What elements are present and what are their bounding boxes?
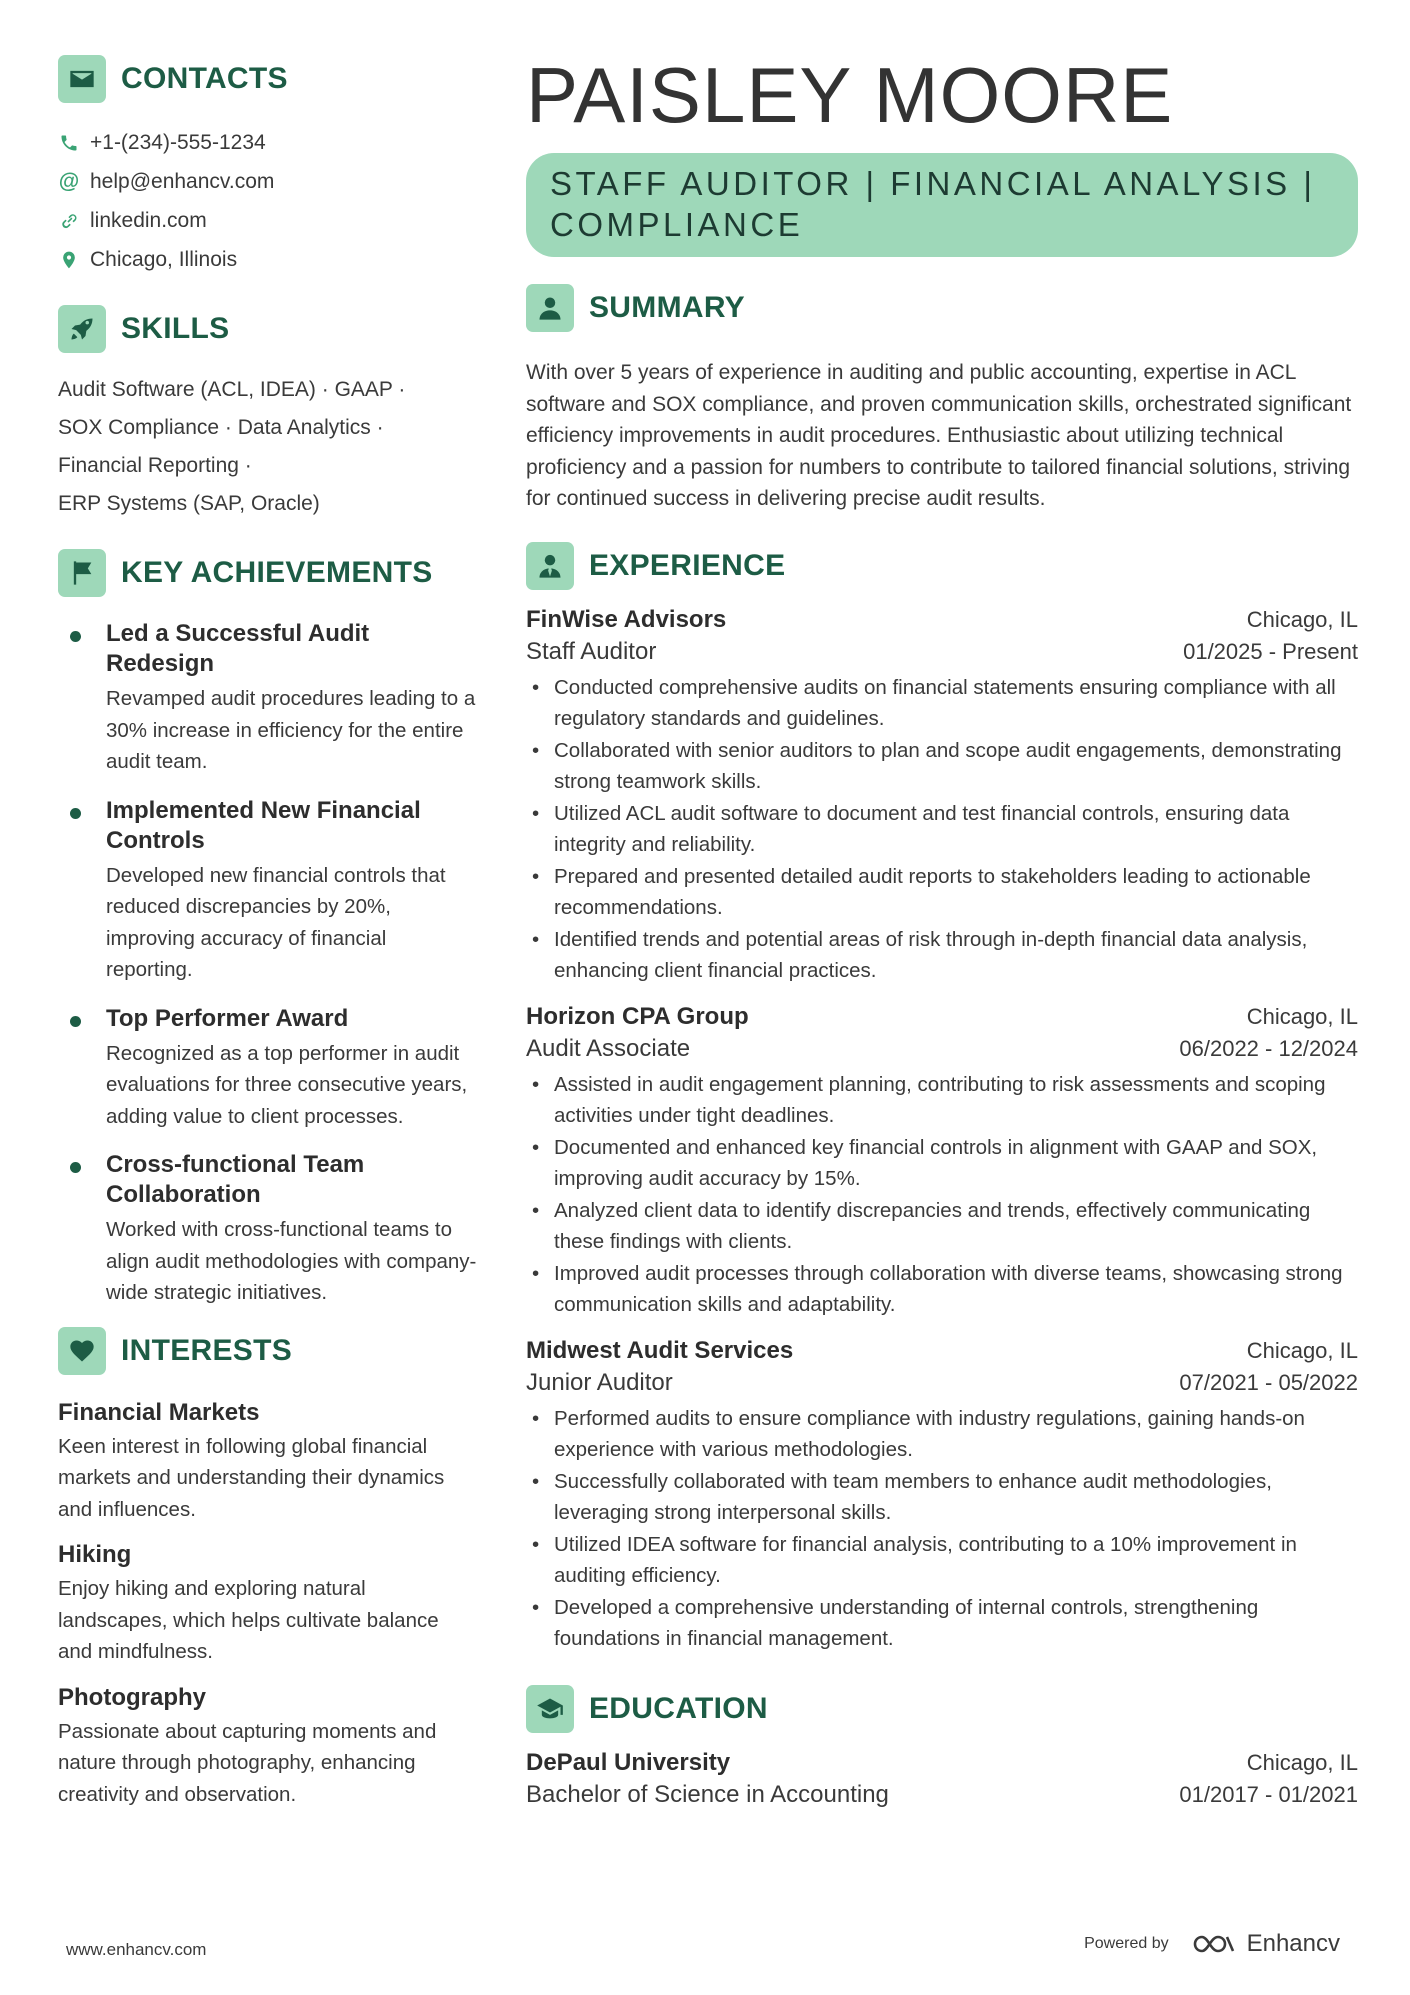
job-bullets — [526, 1069, 1358, 1321]
linkedin-text: linkedin.com — [90, 208, 207, 232]
job-location: Chicago, IL — [1246, 1337, 1358, 1363]
achievement-desc: Worked with cross-functional teams to align audit methodologies with company-wide strategic initiatives. — [106, 1218, 477, 1304]
skills-list — [58, 371, 478, 523]
job-dates: 06/2022 - 12/2024 — [1179, 1035, 1358, 1061]
company-name: Midwest Audit Services — [526, 1336, 794, 1364]
achievement-item — [58, 796, 478, 986]
section-title-experience: EXPERIENCE — [589, 548, 786, 582]
interest-desc: Keen interest in following global financial markets and understanding their dynamics and influences. — [58, 1434, 445, 1521]
job-bullet: • Successfully collaborated with team members to enhance audit methodologies, leveraging strong interpersonal skills. — [526, 1466, 1358, 1529]
company-name: FinWise Advisors — [526, 605, 727, 633]
job-bullet: • Improved audit processes through collaboration with diverse teams, showcasing strong communication skills and adaptability. — [526, 1258, 1358, 1321]
interests-list — [58, 1397, 478, 1811]
achievement-title: Top Performer Award — [106, 1004, 349, 1032]
achievements-header — [58, 549, 478, 597]
skills-header — [58, 305, 478, 353]
footer-branding — [1084, 1930, 1340, 1958]
interest-item — [58, 1682, 478, 1811]
powered-by-label: Powered by — [1084, 1935, 1169, 1952]
section-title-achievements: KEY ACHIEVEMENTS — [121, 556, 433, 589]
bullet-dot — [70, 631, 81, 642]
job-bullet: • Prepared and presented detailed audit reports to stakeholders leading to actionable recommendations. — [526, 861, 1358, 924]
graduation-cap-icon — [526, 1685, 574, 1733]
job-location: Chicago, IL — [1246, 606, 1358, 632]
job-dates: 07/2021 - 05/2022 — [1179, 1369, 1358, 1395]
job-bullet: • Assisted in audit engagement planning, contributing to risk assessments and scoping activities under tight deadlines. — [526, 1069, 1358, 1132]
summary-text: With over 5 years of experience in auditing and public accounting, expertise in ACL software and SOX compliance, and proven communication skills, orchestrated significant efficiency improvements in audit procedures. Enthusiastic about utilizing technical proficiency and a passion for numbers to contribute to tailored financial solutions, striving for continued success in delivering precise audit results. — [526, 361, 1352, 510]
contact-location — [58, 240, 478, 279]
achievements-list — [58, 619, 478, 1309]
interest-item — [58, 1397, 478, 1526]
user-icon — [526, 284, 574, 332]
achievement-title: Led a Successful Audit Redesign — [106, 620, 370, 677]
achievement-item — [58, 1150, 478, 1309]
brand-name: Enhancv — [1246, 1930, 1340, 1957]
experience-item — [526, 1337, 1358, 1655]
achievement-title: Implemented New Financial Controls — [106, 796, 421, 854]
interest-desc: Enjoy hiking and exploring natural landscapes, which helps cultivate balance and mindfulness. — [58, 1577, 439, 1663]
summary-header — [526, 284, 1358, 332]
job-bullet: • Developed a comprehensive understanding of internal controls, strengthening foundations in financial management. — [526, 1592, 1358, 1655]
interest-desc: Passionate about capturing moments and nature through photography, enhancing creativity and observation. — [58, 1719, 437, 1806]
enhancv-logo-icon — [1191, 1931, 1237, 1957]
interest-title: Photography — [58, 1683, 206, 1711]
skills-line: Audit Software (ACL, IDEA) · GAAP · — [58, 378, 406, 401]
achievement-desc: Developed new financial controls that reduced discrepancies by 20%, improving accuracy of financial reporting. — [106, 863, 446, 981]
section-title-summary: SUMMARY — [589, 291, 745, 324]
section-title-interests: INTERESTS — [121, 1333, 293, 1367]
job-bullet: • Documented and enhanced key financial controls in alignment with GAAP and SOX, improving audit accuracy by 15%. — [526, 1132, 1358, 1195]
bullet-dot — [70, 1162, 81, 1173]
interests-header — [58, 1327, 478, 1375]
at-icon: @ — [58, 169, 80, 193]
job-bullet: • Conducted comprehensive audits on financial statements ensuring compliance with all regulatory standards and guidelines. — [526, 672, 1358, 735]
headline-banner: STAFF AUDITOR | FINANCIAL ANALYSIS | COMPLIANCE — [526, 153, 1358, 257]
brand-logo[interactable] — [1191, 1930, 1340, 1958]
school-location: Chicago, IL — [1246, 1749, 1358, 1775]
contacts-header — [58, 55, 478, 103]
interest-item — [58, 1539, 478, 1668]
job-dates: 01/2025 - Present — [1183, 638, 1358, 664]
section-title-skills: SKILLS — [121, 312, 230, 345]
experience-item — [526, 606, 1358, 987]
rocket-icon — [58, 305, 106, 353]
achievement-title: Cross-functional Team Collaboration — [106, 1151, 365, 1208]
job-bullet: • Identified trends and potential areas of risk through in-depth financial data analysis, enhancing client financial practices. — [526, 924, 1358, 987]
left-column — [58, 55, 478, 1824]
job-bullet: • Performed audits to ensure compliance with industry regulations, gaining hands-on experience with various methodologies. — [526, 1403, 1358, 1466]
experience-item — [526, 1003, 1358, 1321]
job-location: Chicago, IL — [1246, 1003, 1358, 1029]
heart-icon — [58, 1327, 106, 1375]
job-bullets — [526, 672, 1358, 987]
achievement-item — [58, 1004, 478, 1133]
contact-list — [58, 123, 478, 279]
email-text: help@enhancv.com — [90, 169, 275, 193]
education-header — [526, 1685, 1358, 1733]
contact-phone[interactable] — [58, 123, 478, 162]
experience-header — [526, 542, 1358, 590]
skills-line: Financial Reporting · — [58, 454, 252, 477]
job-bullet: • Utilized ACL audit software to document and test financial controls, ensuring data integrity and reliability. — [526, 798, 1358, 861]
user-tie-icon — [526, 542, 574, 590]
bullet-dot — [70, 1016, 81, 1027]
bullet-dot — [70, 808, 81, 819]
location-text: Chicago, Illinois — [90, 247, 238, 271]
flag-icon — [58, 549, 106, 597]
section-title-contacts: CONTACTS — [121, 62, 288, 95]
education-item — [526, 1749, 1358, 1809]
skills-line: ERP Systems (SAP, Oracle) — [58, 492, 320, 515]
achievement-desc: Recognized as a top performer in audit evaluations for three consecutive years, adding value to client processes. — [106, 1041, 468, 1128]
job-role: Audit Associate — [526, 1034, 691, 1062]
job-role: Junior Auditor — [526, 1368, 673, 1396]
job-bullets — [526, 1403, 1358, 1655]
contact-email[interactable] — [58, 162, 478, 201]
education-dates: 01/2017 - 01/2021 — [1179, 1781, 1358, 1807]
job-role: Staff Auditor — [526, 637, 657, 665]
job-bullet: • Utilized IDEA software for financial analysis, contributing to a 10% improvement in auditing efficiency. — [526, 1529, 1358, 1592]
interest-title: Financial Markets — [58, 1398, 260, 1426]
job-bullet: • Collaborated with senior auditors to plan and scope audit engagements, demonstrating strong teamwork skills. — [526, 735, 1358, 798]
location-pin-icon — [58, 249, 80, 271]
phone-icon — [58, 132, 80, 154]
school-name: DePaul University — [526, 1748, 731, 1776]
contact-linkedin[interactable] — [58, 201, 478, 240]
interest-title: Hiking — [58, 1541, 132, 1568]
footer-website[interactable]: www.enhancv.com — [66, 1940, 207, 1959]
company-name: Horizon CPA Group — [526, 1002, 749, 1030]
envelope-icon — [58, 55, 106, 103]
degree: Bachelor of Science in Accounting — [526, 1780, 889, 1808]
link-icon — [58, 210, 80, 232]
achievement-item — [58, 619, 478, 778]
candidate-name: PAISLEY MOORE — [526, 51, 1174, 139]
skills-line: SOX Compliance · Data Analytics · — [58, 416, 384, 439]
section-title-education: EDUCATION — [589, 1691, 768, 1725]
right-column — [526, 50, 1358, 1809]
phone-text: +1-(234)-555-1234 — [90, 130, 266, 154]
achievement-desc: Revamped audit procedures leading to a 30% increase in efficiency for the entire audit team. — [106, 687, 476, 773]
job-bullet: • Analyzed client data to identify discrepancies and trends, effectively communicating these findings with clients. — [526, 1195, 1358, 1258]
